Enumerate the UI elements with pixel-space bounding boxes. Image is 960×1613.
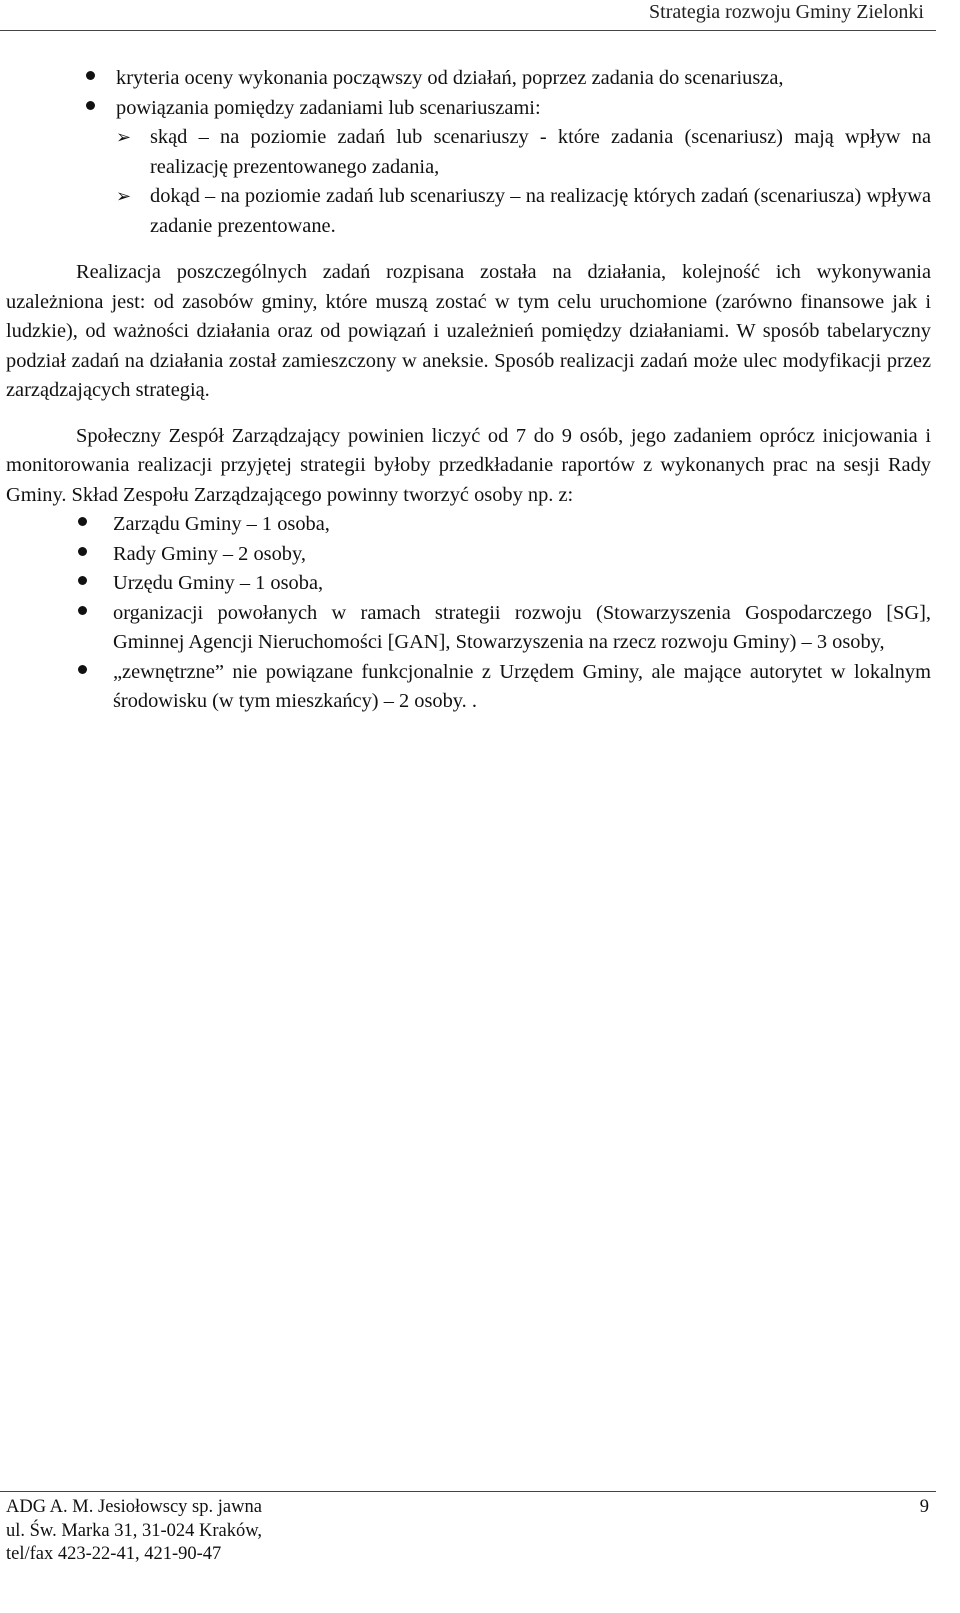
- page-header: [0, 0, 936, 31]
- list-item-text: „zewnętrzne” nie powiązane funkcjonalnie z Urzędem Gminy, ale mające autorytet w lokalnym środowisku (w tym mieszkańcy) – 2 osoby. .: [113, 660, 931, 712]
- list-item: [6, 599, 931, 658]
- list-item: [6, 510, 931, 540]
- list-item: [6, 64, 931, 94]
- bullet-icon: [78, 665, 87, 674]
- list-item-text: kryteria oceny wykonania począwszy od działań, poprzez zadania do scenariusza,: [116, 67, 784, 89]
- list-item: [6, 540, 931, 570]
- bullet-icon: [78, 606, 87, 615]
- footer-company-info: [6, 1496, 262, 1567]
- list-item-text: Urzędu Gminy – 1 osoba,: [113, 572, 324, 594]
- bullet-icon: [78, 576, 87, 585]
- bullet-icon: [78, 517, 87, 526]
- list-item-text: powiązania pomiędzy zadaniami lub scenariuszami:: [116, 96, 541, 119]
- list-item-text: dokąd – na poziomie zadań lub scenariuszy – na realizację których zadań (scenariusza) wpływa zadanie prezentowane.: [150, 185, 931, 237]
- list-item: [6, 182, 931, 241]
- list-item-text: Zarządu Gminy – 1 osoba,: [113, 513, 330, 535]
- bullet-icon: [86, 71, 95, 80]
- list-item: [6, 569, 931, 599]
- footer-phone: tel/fax 423-22-41, 421-90-47: [6, 1544, 222, 1564]
- document-body: [6, 64, 931, 717]
- bullet-icon: [78, 547, 87, 556]
- bullet-icon: [86, 101, 95, 110]
- footer-company: ADG A. M. Jesiołowscy sp. jawna: [6, 1497, 262, 1517]
- team-composition-list: [6, 510, 931, 717]
- page-number: 9: [919, 1497, 929, 1517]
- arrow-bullet-icon: ➢: [116, 186, 132, 206]
- list-item: [6, 658, 931, 717]
- header-title: Strategia rozwoju Gminy Zielonki: [649, 1, 924, 23]
- list-item: [6, 123, 931, 182]
- paragraph-realization: Realizacja poszczególnych zadań rozpisana została na działania, kolejność ich wykonywania uzależniona jest: od zasobów gminy, które muszą zostać w tym celu uruchomione (zarówno finansowe jak i ludzkie), od ważności działania oraz od powiązań i uzależnień pomiędzy działaniami. W sposób tabelaryczny podział zadań na działania został zamieszczony w aneksie. Sposób realizacji zadań może ulec modyfikacji przez zarządzających strategią.: [6, 261, 931, 401]
- footer-address: ul. Św. Marka 31, 31-024 Kraków,: [6, 1520, 263, 1541]
- list-item-text: skąd – na poziomie zadań lub scenariuszy - które zadania (scenariusz) mają wpływ na realizację prezentowanego zadania,: [150, 126, 931, 178]
- paragraph-management-team: Społeczny Zespół Zarządzający powinien liczyć od 7 do 9 osób, jego zadaniem oprócz inicjowania i monitorowania realizacji przyjętej strategii byłoby przedkładanie raportów z wykonanych prac na sesji Rady Gminy. Skład Zespołu Zarządzającego powinny tworzyć osoby np. z:: [6, 424, 931, 506]
- list-item: [6, 94, 931, 124]
- list-item-text: organizacji powołanych w ramach strategii rozwoju (Stowarzyszenia Gospodarczego [SG], Gminnej Agencji Nieruchomości [GAN], Stowarzyszenia na rzecz rozwoju Gminy) – 3 osoby,: [113, 601, 931, 653]
- arrow-bullet-icon: ➢: [116, 127, 132, 147]
- page-footer: [0, 1491, 936, 1564]
- list-item-text: Rady Gminy – 2 osoby,: [113, 542, 306, 565]
- criteria-list: [6, 64, 931, 241]
